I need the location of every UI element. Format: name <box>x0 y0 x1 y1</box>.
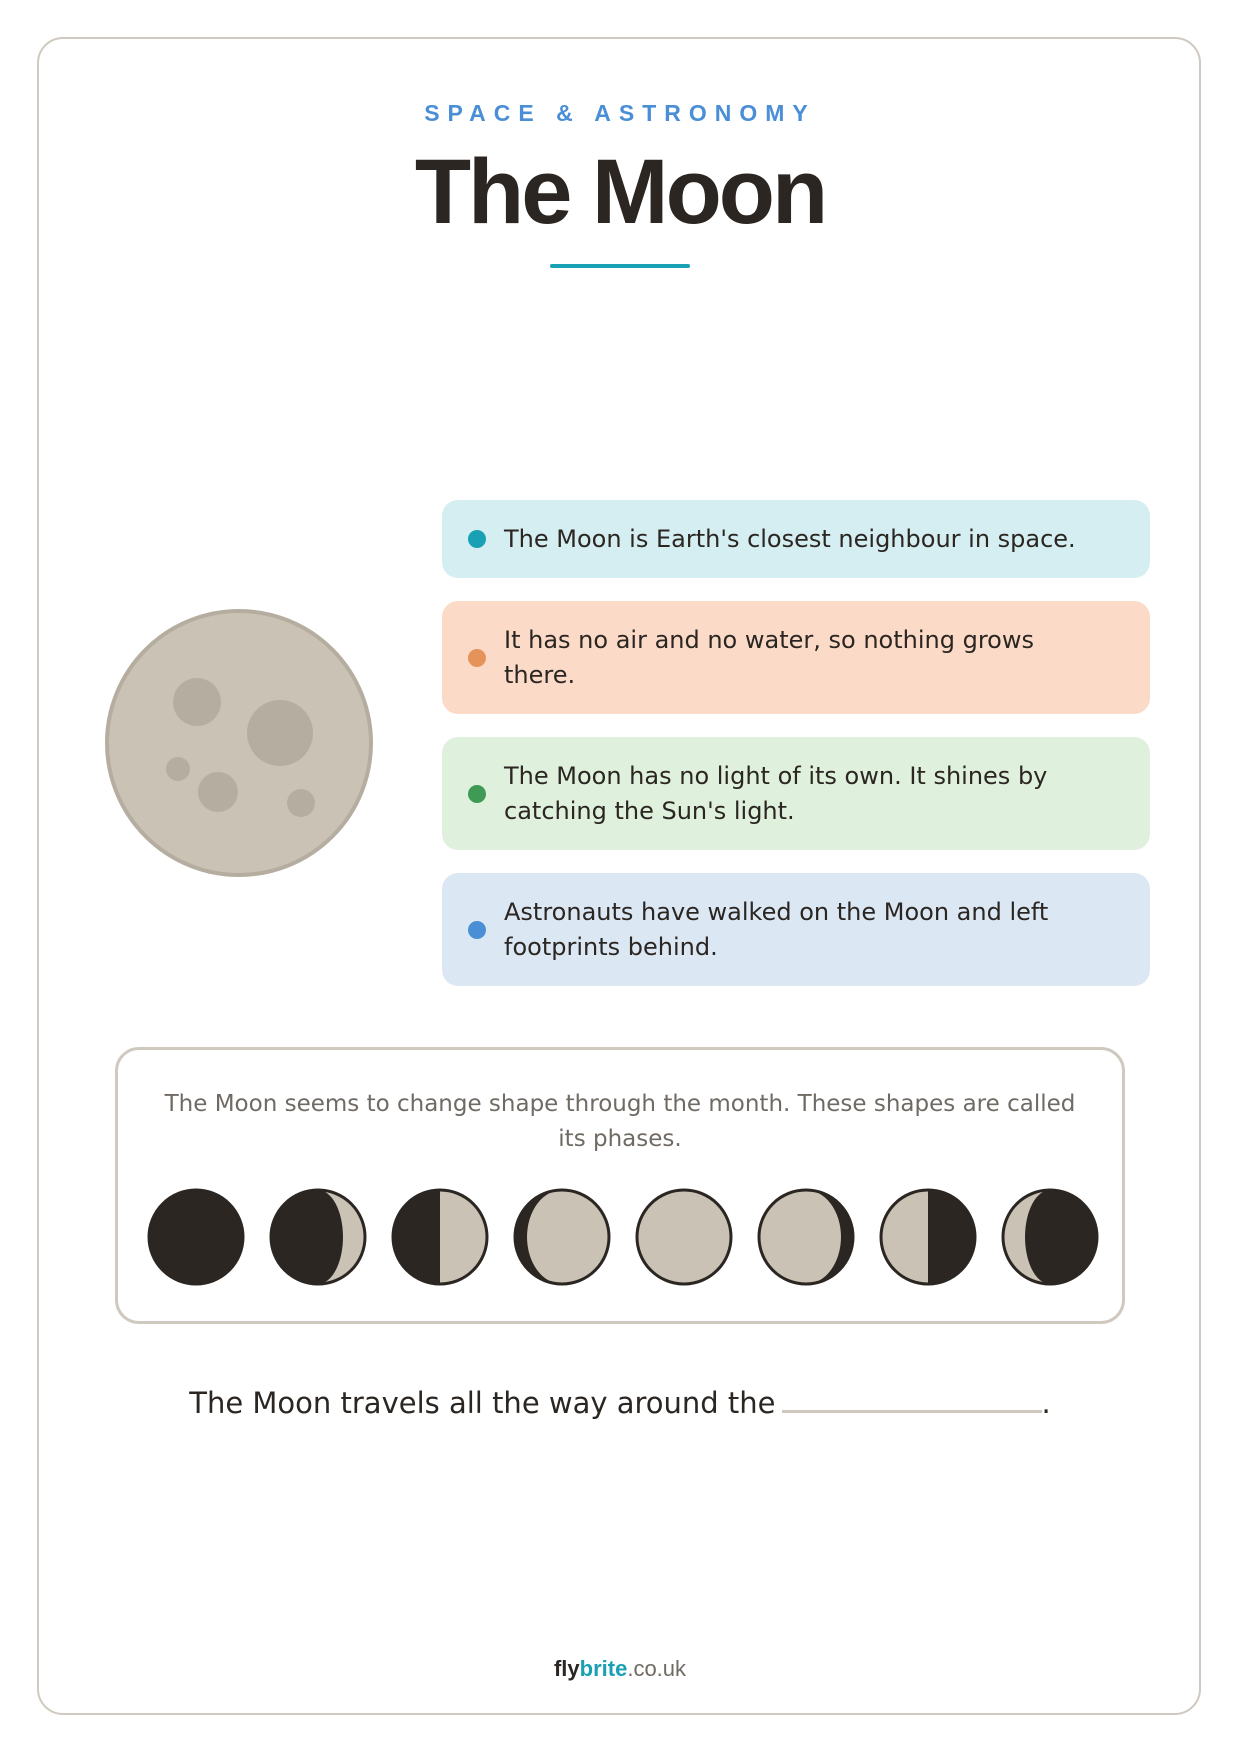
waxing-gibbous-icon <box>512 1187 612 1287</box>
waning-gibbous-icon <box>756 1187 856 1287</box>
bullet-dot-icon <box>468 530 486 548</box>
last-quarter-icon <box>878 1187 978 1287</box>
page-title: The Moon <box>414 141 826 243</box>
footer-logo-fly: fly <box>553 1656 580 1681</box>
fill-in-end: . <box>1041 1386 1051 1420</box>
new-moon-icon <box>146 1187 246 1287</box>
phases-row <box>146 1187 1106 1287</box>
answer-blank[interactable] <box>782 1388 1042 1413</box>
footer-logo <box>0 1656 1240 1682</box>
moon-icon <box>104 608 374 878</box>
subject-kicker: SPACE & ASTRONOMY <box>424 100 816 126</box>
footer-logo-brite: brite <box>579 1656 628 1681</box>
crater <box>198 772 238 812</box>
crater <box>287 789 315 817</box>
bullet-dot-icon <box>468 649 486 667</box>
fill-in-question <box>0 1386 1240 1420</box>
fill-in-sentence: The Moon travels all the way around the <box>189 1386 776 1420</box>
fact-card <box>442 500 1150 578</box>
phases-caption: The Moon seems to change shape through the month. These shapes are called its phases. <box>164 1091 1076 1152</box>
bullet-dot-icon <box>468 785 486 803</box>
title-underline <box>550 264 690 268</box>
crater <box>173 678 221 726</box>
crater <box>166 757 190 781</box>
fact-text: The Moon has no light of its own. It shines by catching the Sun's light. <box>504 761 1048 825</box>
fact-card <box>442 601 1150 714</box>
moon-phases-panel <box>115 1047 1125 1324</box>
fact-card <box>442 737 1150 850</box>
crater <box>247 700 313 766</box>
waxing-crescent-icon <box>268 1187 368 1287</box>
fact-text: Astronauts have walked on the Moon and left footprints behind. <box>504 897 1049 961</box>
fact-card <box>442 873 1150 986</box>
fact-text: The Moon is Earth's closest neighbour in space. <box>504 524 1076 553</box>
footer-logo-tld: .co.uk <box>627 1656 687 1681</box>
fact-text: It has no air and no water, so nothing grows there. <box>504 625 1034 689</box>
first-quarter-icon <box>390 1187 490 1287</box>
full-moon-icon <box>634 1187 734 1287</box>
bullet-dot-icon <box>468 921 486 939</box>
waning-crescent-icon <box>1000 1187 1100 1287</box>
